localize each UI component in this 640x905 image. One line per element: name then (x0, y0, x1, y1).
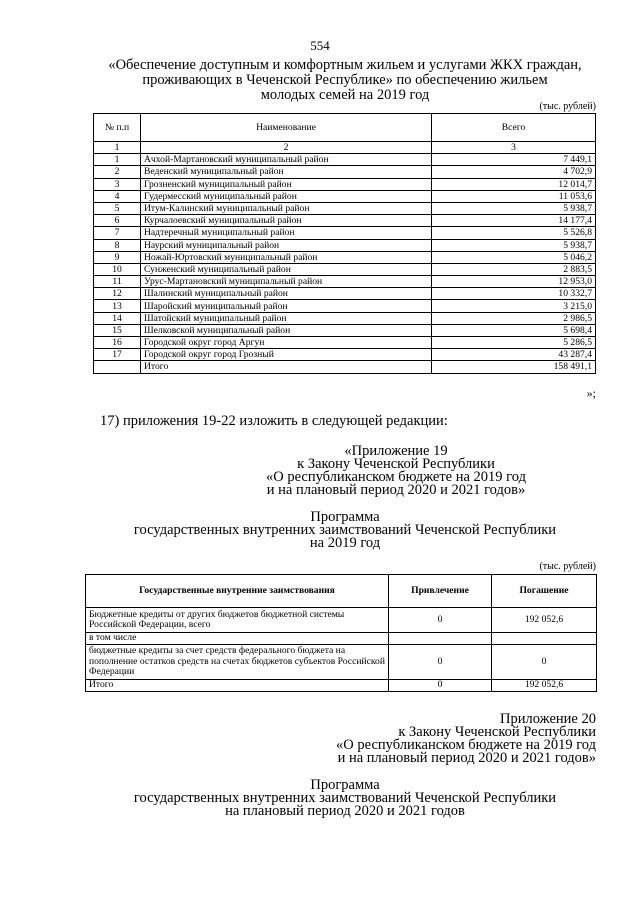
col-number: 1 (94, 142, 141, 154)
row-name: бюджетные кредиты за счет средств федерального бюджета на пополнение остатков средств на счетах бюджетов субъектов Российской Федерации (86, 645, 389, 680)
table-row (94, 263, 596, 275)
appendix-line: к Закону Чеченской Республики (398, 724, 596, 740)
table-row (86, 633, 597, 645)
row-attraction: 0 (389, 680, 492, 692)
column-number-row (94, 142, 596, 154)
header-num: № п.п (94, 114, 141, 142)
table-row (94, 312, 596, 324)
row-value: 5 938,7 (432, 239, 596, 251)
program-line: государственных внутренних заимствований Чеченской Республики (133, 522, 557, 538)
program-line: Программа (310, 509, 380, 525)
appendix-line: «Приложение 19 (344, 443, 448, 459)
section-title-line: «Обеспечение доступным и комфортным жильем и услугами ЖКХ граждан, (108, 57, 582, 73)
col-number: 3 (432, 142, 596, 154)
row-number: 17 (94, 349, 141, 361)
table-row (94, 190, 596, 202)
table-row-total (86, 680, 597, 692)
table-row (94, 178, 596, 190)
row-repayment: 0 (492, 645, 597, 680)
row-number: 3 (94, 178, 141, 190)
row-value: 4 702,9 (432, 166, 596, 178)
closing-quote: »; (586, 386, 596, 400)
appendix-line: «О республиканском бюджете на 2019 год (266, 469, 526, 485)
appendix-line: Приложение 20 (500, 711, 596, 727)
col-number: 2 (141, 142, 432, 154)
table-row (94, 251, 596, 263)
appendix-line: «О республиканском бюджете на 2019 год (336, 737, 596, 753)
row-number: 2 (94, 166, 141, 178)
row-value: 5 698,4 (432, 324, 596, 336)
unit-label-2: (тыс. рублей) (539, 561, 596, 572)
row-name: Шалинский муниципальный район (141, 288, 432, 300)
row-name: Городской округ город Аргун (141, 337, 432, 349)
row-name: Итого (86, 680, 389, 692)
row-value: 2 883,5 (432, 263, 596, 275)
row-number: 7 (94, 227, 141, 239)
row-number: 1 (94, 154, 141, 166)
program-line: Программа (310, 777, 380, 793)
table-row (94, 349, 596, 361)
page-number: 554 (310, 38, 330, 53)
row-number (94, 361, 141, 373)
row-name: Наурский муниципальный район (141, 239, 432, 251)
row-value: 43 287,4 (432, 349, 596, 361)
row-number: 16 (94, 337, 141, 349)
row-repayment: 192 052,6 (492, 680, 597, 692)
row-name: Шатойский муниципальный район (141, 312, 432, 324)
row-value: 5 286,5 (432, 337, 596, 349)
table-row (94, 324, 596, 336)
row-number: 5 (94, 202, 141, 214)
table-row (94, 154, 596, 166)
row-attraction (389, 633, 492, 645)
amendment-paragraph: 17) приложения 19-22 изложить в следующей редакции: (100, 413, 448, 429)
table-row (86, 608, 597, 633)
header-repayment: Погашение (492, 575, 597, 608)
row-name: Бюджетные кредиты от других бюджетов бюджетной системы Российской Федерации, всего (86, 608, 389, 633)
table-row (94, 202, 596, 214)
row-value: 3 215,0 (432, 300, 596, 312)
row-name: Гудермесский муниципальный район (141, 190, 432, 202)
table-row (94, 166, 596, 178)
appendix-19-header (196, 445, 596, 497)
row-name: Ножай-Юртовский муниципальный район (141, 251, 432, 263)
row-attraction: 0 (389, 608, 492, 633)
row-number: 8 (94, 239, 141, 251)
table-row (94, 300, 596, 312)
table-row (94, 227, 596, 239)
program-line: государственных внутренних заимствований Чеченской Республики (133, 790, 557, 806)
header-attraction: Привлечение (389, 575, 492, 608)
row-number: 10 (94, 263, 141, 275)
row-attraction: 0 (389, 645, 492, 680)
header-name: Наименование (141, 114, 432, 142)
total-label: Итого (141, 361, 432, 373)
total-value: 158 491,1 (432, 361, 596, 373)
row-name: Грозненский муниципальный район (141, 178, 432, 190)
row-number: 12 (94, 288, 141, 300)
row-number: 9 (94, 251, 141, 263)
row-repayment (492, 633, 597, 645)
table-row (94, 288, 596, 300)
row-name: Сунженский муниципальный район (141, 263, 432, 275)
table-row (94, 215, 596, 227)
row-value: 12 014,7 (432, 178, 596, 190)
row-number: 15 (94, 324, 141, 336)
row-value: 12 953,0 (432, 276, 596, 288)
table-header-row (94, 114, 596, 142)
row-name: Курчалоевский муниципальный район (141, 215, 432, 227)
housing-table (93, 113, 596, 374)
row-name: Городской округ город Грозный (141, 349, 432, 361)
row-name: Итум-Калинский муниципальный район (141, 202, 432, 214)
appendix-line: и на плановый период 2020 и 2021 годов» (266, 482, 526, 498)
row-value: 5 526,8 (432, 227, 596, 239)
program-line: на 2019 год (309, 535, 381, 551)
row-name: Шелковской муниципальный район (141, 324, 432, 336)
row-value: 10 332,7 (432, 288, 596, 300)
row-value: 11 053,6 (432, 190, 596, 202)
row-value: 14 177,4 (432, 215, 596, 227)
table-header-row (86, 575, 597, 608)
row-repayment: 192 052,6 (492, 608, 597, 633)
row-name: в том числе (86, 633, 389, 645)
row-number: 13 (94, 300, 141, 312)
appendix-line: и на плановый период 2020 и 2021 годов» (337, 750, 596, 766)
table-row (94, 239, 596, 251)
row-name: Надтеречный муниципальный район (141, 227, 432, 239)
header-borrowings: Государственные внутренние заимствования (86, 575, 389, 608)
table-row (86, 645, 597, 680)
program-2019-title (80, 511, 610, 550)
unit-label: (тыс. рублей) (539, 101, 596, 112)
program-line: на плановый период 2020 и 2021 годов (225, 803, 465, 819)
row-number: 4 (94, 190, 141, 202)
row-name: Ачхой-Мартановский муниципальный район (141, 154, 432, 166)
table-row (94, 337, 596, 349)
table-row (94, 276, 596, 288)
row-value: 7 449,1 (432, 154, 596, 166)
section-title-line: проживающих в Чеченской Республике» по обеспечению жильем (142, 72, 548, 88)
table-row-total (94, 361, 596, 373)
header-total: Всего (432, 114, 596, 142)
row-number: 6 (94, 215, 141, 227)
row-value: 5 046,2 (432, 251, 596, 263)
row-number: 11 (94, 276, 141, 288)
appendix-20-header (196, 713, 596, 765)
program-2020-2021-title (80, 779, 610, 818)
borrowings-table (85, 574, 597, 692)
appendix-line: к Закону Чеченской Республики (297, 456, 495, 472)
row-name: Шаройский муниципальный район (141, 300, 432, 312)
row-value: 2 986,5 (432, 312, 596, 324)
section-title (80, 58, 610, 103)
row-number: 14 (94, 312, 141, 324)
section-title-line: молодых семей на 2019 год (260, 87, 430, 103)
row-value: 5 938,7 (432, 202, 596, 214)
row-name: Веденский муниципальный район (141, 166, 432, 178)
row-name: Урус-Мартановский муниципальный район (141, 276, 432, 288)
